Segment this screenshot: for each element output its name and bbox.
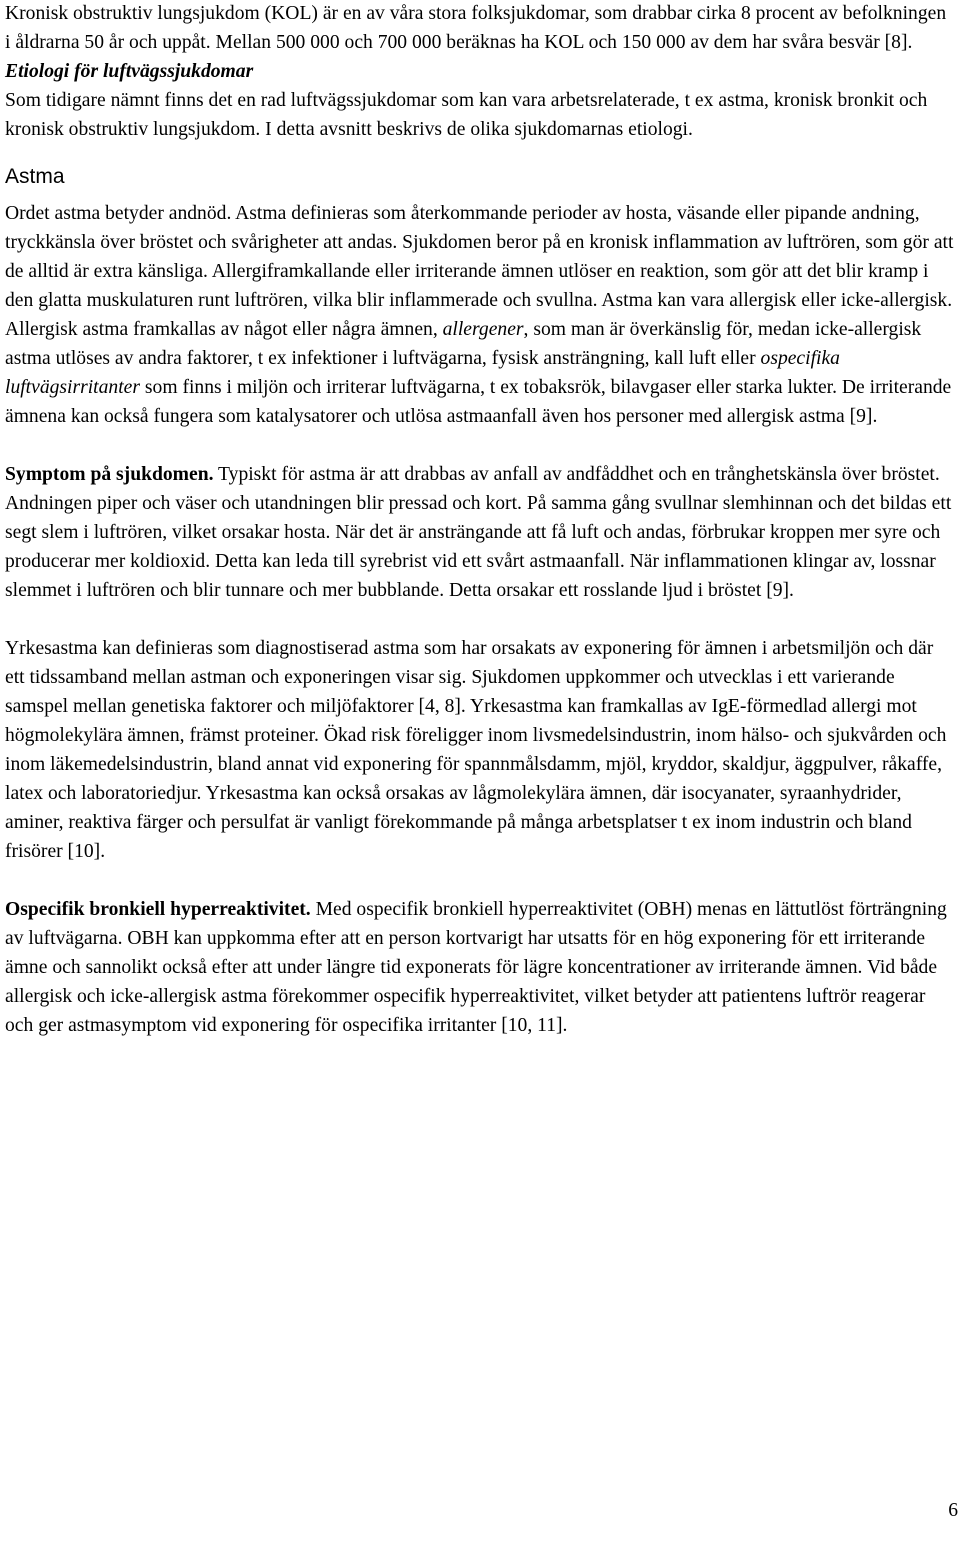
symptom-paragraph <box>5 460 955 605</box>
obh-text: Med ospecifik bronkiell hyperreaktivitet (OBH) menas en lättutlöst förträngning av luftvägarna. OBH kan uppkomma efter att en person kortvarigt har utsatts för en hög exponering för ett irriterande ämne och sannolikt också efter att under längre tid exponerats för lägre koncentrationer av irriterande ämnen. Vid både allergisk och icke-allergisk astma förekommer ospecifik hyperreaktivitet, vilket betyder att patientens luftrör reagerar och ger astmasymptom vid exponering för ospecifika irritanter [10, 11]. <box>5 899 947 1036</box>
yrkesastma-paragraph: Yrkesastma kan definieras som diagnostiserad astma som har orsakats av exponering för ämnen i arbetsmiljön och där ett tidssamband mellan astman och exponeringen visar sig. Sjukdomen uppkommer och utvecklas i ett varierande samspel mellan genetiska faktorer och miljöfaktorer [4, 8]. Yrkesastma kan framkallas av IgE-förmedlad allergi mot högmolekylära ämnen, främst proteiner. Ökad risk föreligger inom livsmedelsindustrin, inom hälso- och sjukvården och inom läkemedelsindustrin, bland annat vid exponering för spannmålsdamm, mjöl, kryddor, skaldjur, äggpulver, råkaffe, latex och laboratoriedjur. Yrkesastma kan också orsakas av lågmolekylära ämnen, där isocyanater, syraanhydrider, aminer, reaktiva färger och persulfat är vanligt förekommande på många arbetsplatser t ex inom industrin och bland frisörer [10]. <box>5 638 947 862</box>
page-number: 6 <box>948 1500 958 1521</box>
etiology-paragraph: Som tidigare nämnt finns det en rad luftvägssjukdomar som kan vara arbetsrelaterade, t ex astma, kronisk bronkit och kronisk obstruktiv lungsjukdom. I detta avsnitt beskrivs de olika sjukdomarnas etiologi. <box>5 90 928 140</box>
astma-text-part-1: Ordet astma betyder andnöd. Astma definieras som återkommande perioder av hosta, väsande eller pipande andning, tryckkänsla över bröstet och svårigheter att andas. Sjukdomen beror på en kronisk inflammation av luftrören, som gör att de alltid är extra känsliga. Allergiframkallande eller irriterande ämnen utlöser en reaktion, som gör att det blir kramp i den glatta muskulaturen runt luftrören, vilka blir inflammerade och svullna. Astma kan vara allergisk eller icke-allergisk. Allergisk astma framkallas av något eller några ämnen, <box>5 203 954 340</box>
astma-text-part-2: , som man är överkänslig för, medan icke-allergisk astma utlöses av andra faktorer, t ex infektioner i luftvägarna, fysisk ansträngning, kall luft eller <box>5 319 922 369</box>
symptom-text: Typiskt för astma är att drabbas av anfall av andfåddhet och en trånghetskänsla över bröstet. Andningen piper och väser och utandningen blir pressad och kort. På samma gång svullnar slemhinnan och det bildas ett segt slem i luftrören, vilket orsakar hosta. När det är ansträngande att få luft och andas, förbrukar kroppen mer syre och producerar mer koldioxid. Detta kan leda till syrebrist vid ett svårt astmaanfall. När inflammationen klingar av, lossnar slemmet i luftrören och blir tunnare och mer bubblande. Detta orsakar ett rosslande ljud i bröstet [9]. <box>5 464 952 601</box>
obh-lead: Ospecifik bronkiell hyperreaktivitet. <box>5 899 311 920</box>
astma-heading: Astma <box>5 165 65 188</box>
obh-paragraph <box>5 895 955 1040</box>
intro-paragraph: Kronisk obstruktiv lungsjukdom (KOL) är en av våra stora folksjukdomar, som drabbar cirka 8 procent av befolkningen i åldrarna 50 år och uppåt. Mellan 500 000 och 700 000 beräknas ha KOL och 150 000 av dem har svåra besvär [8]. <box>5 3 947 53</box>
astma-text-part-3: som finns i miljön och irriterar luftvägarna, t ex tobaksrök, bilavgaser eller starka lukter. De irriterande ämnena kan också fungera som katalysatorer och utlösa astmaanfall även hos personer med allergisk astma [9]. <box>5 377 952 427</box>
symptom-lead: Symptom på sjukdomen. <box>5 464 214 485</box>
luftvagsirritanter-term: ospecifika luftvägsirritanter <box>5 348 840 398</box>
etiology-heading: Etiologi för luftvägssjukdomar <box>5 61 254 82</box>
astma-paragraph <box>5 199 955 431</box>
document-page <box>5 0 955 1040</box>
allergener-term: allergener <box>442 319 524 340</box>
